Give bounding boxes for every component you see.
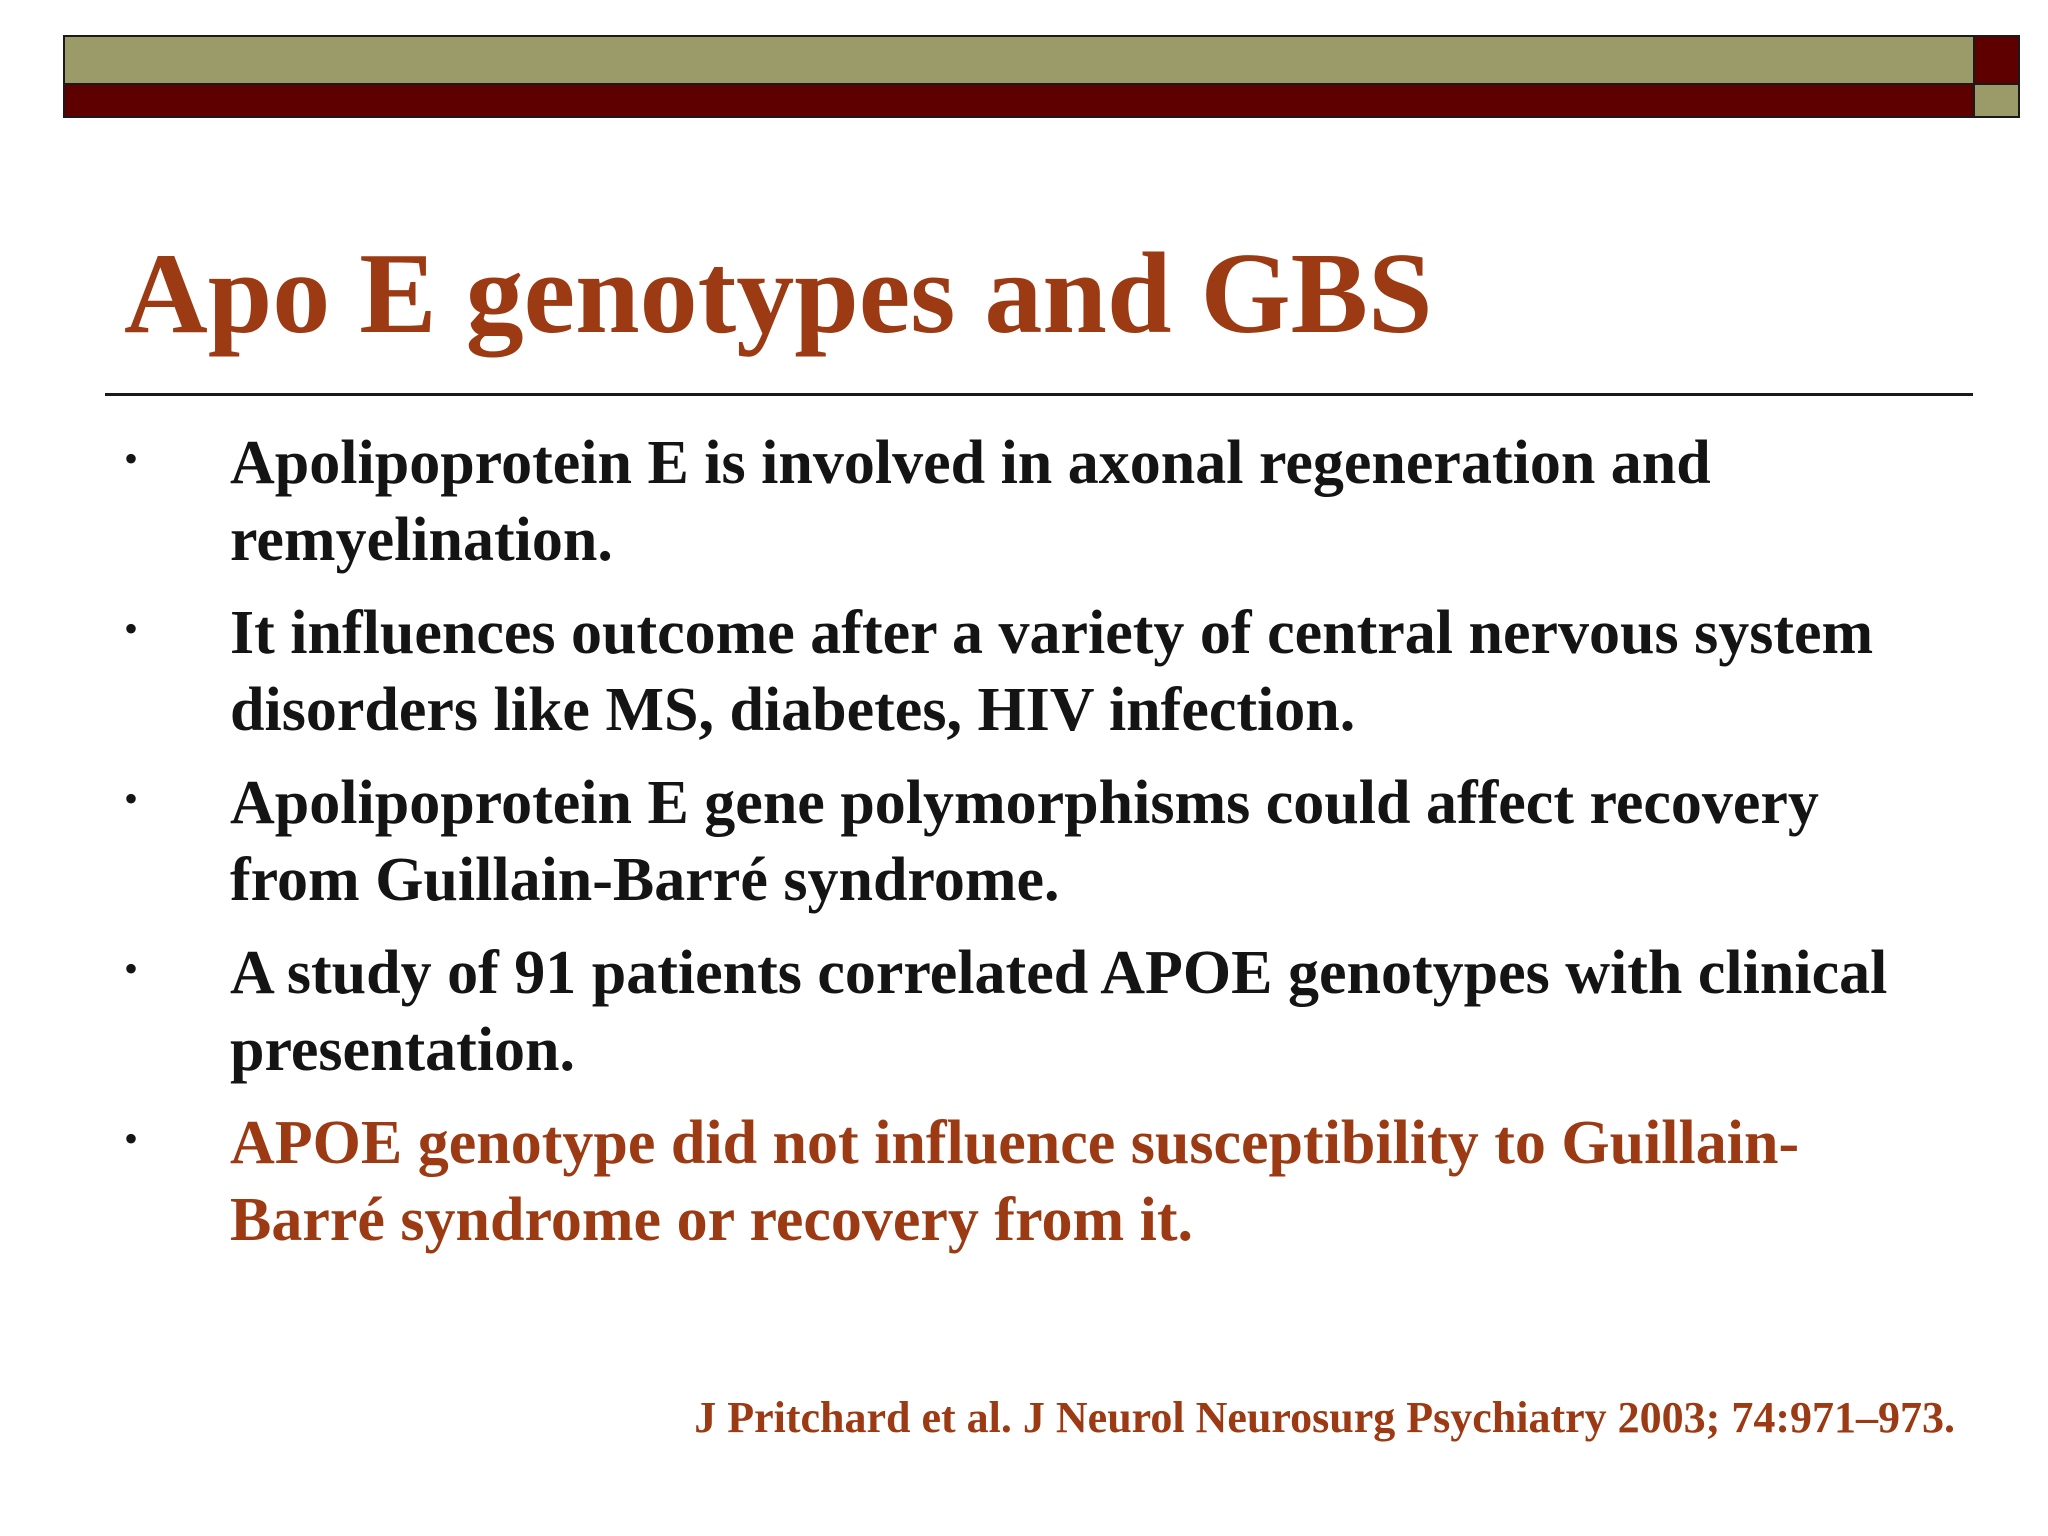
- header-band-maroon: [63, 85, 1975, 118]
- bullet-dot-icon: •: [124, 946, 139, 991]
- bullet-text-highlighted: APOE genotype did not influence susceptibility to Guillain-Barré syndrome or recovery from it.: [230, 1109, 1800, 1254]
- bullet-item-axonal-regeneration: [0, 425, 2048, 579]
- citation-reference: J Pritchard et al. J Neurol Neurosurg Psychiatry 2003; 74:971–973.: [694, 1393, 1955, 1442]
- header-corner-olive: [1975, 85, 2020, 118]
- bullet-item-cns-outcome: [0, 595, 2048, 749]
- bullet-text: Apolipoprotein E is involved in axonal regeneration and remyelination.: [230, 429, 1711, 574]
- bullet-text: Apolipoprotein E gene polymorphisms could affect recovery from Guillain-Barré syndrome.: [230, 769, 1819, 914]
- slide-title: Apo E genotypes and GBS: [124, 230, 1433, 358]
- bullet-list: [0, 425, 2048, 1275]
- bullet-item-conclusion: [0, 1105, 2048, 1259]
- bullet-dot-icon: •: [124, 1116, 139, 1161]
- bullet-dot-icon: •: [124, 436, 139, 481]
- bullet-item-polymorphisms: [0, 765, 2048, 919]
- bullet-dot-icon: •: [124, 776, 139, 821]
- bullet-text: A study of 91 patients correlated APOE genotypes with clinical presentation.: [230, 939, 1888, 1084]
- header-band-olive: [63, 35, 1975, 85]
- bullet-dot-icon: •: [124, 606, 139, 651]
- title-divider: [105, 393, 1973, 396]
- bullet-text: It influences outcome after a variety of central nervous system disorders like MS, diabetes, HIV infection.: [230, 599, 1874, 744]
- header-corner-maroon: [1975, 35, 2020, 85]
- bullet-item-study: [0, 935, 2048, 1089]
